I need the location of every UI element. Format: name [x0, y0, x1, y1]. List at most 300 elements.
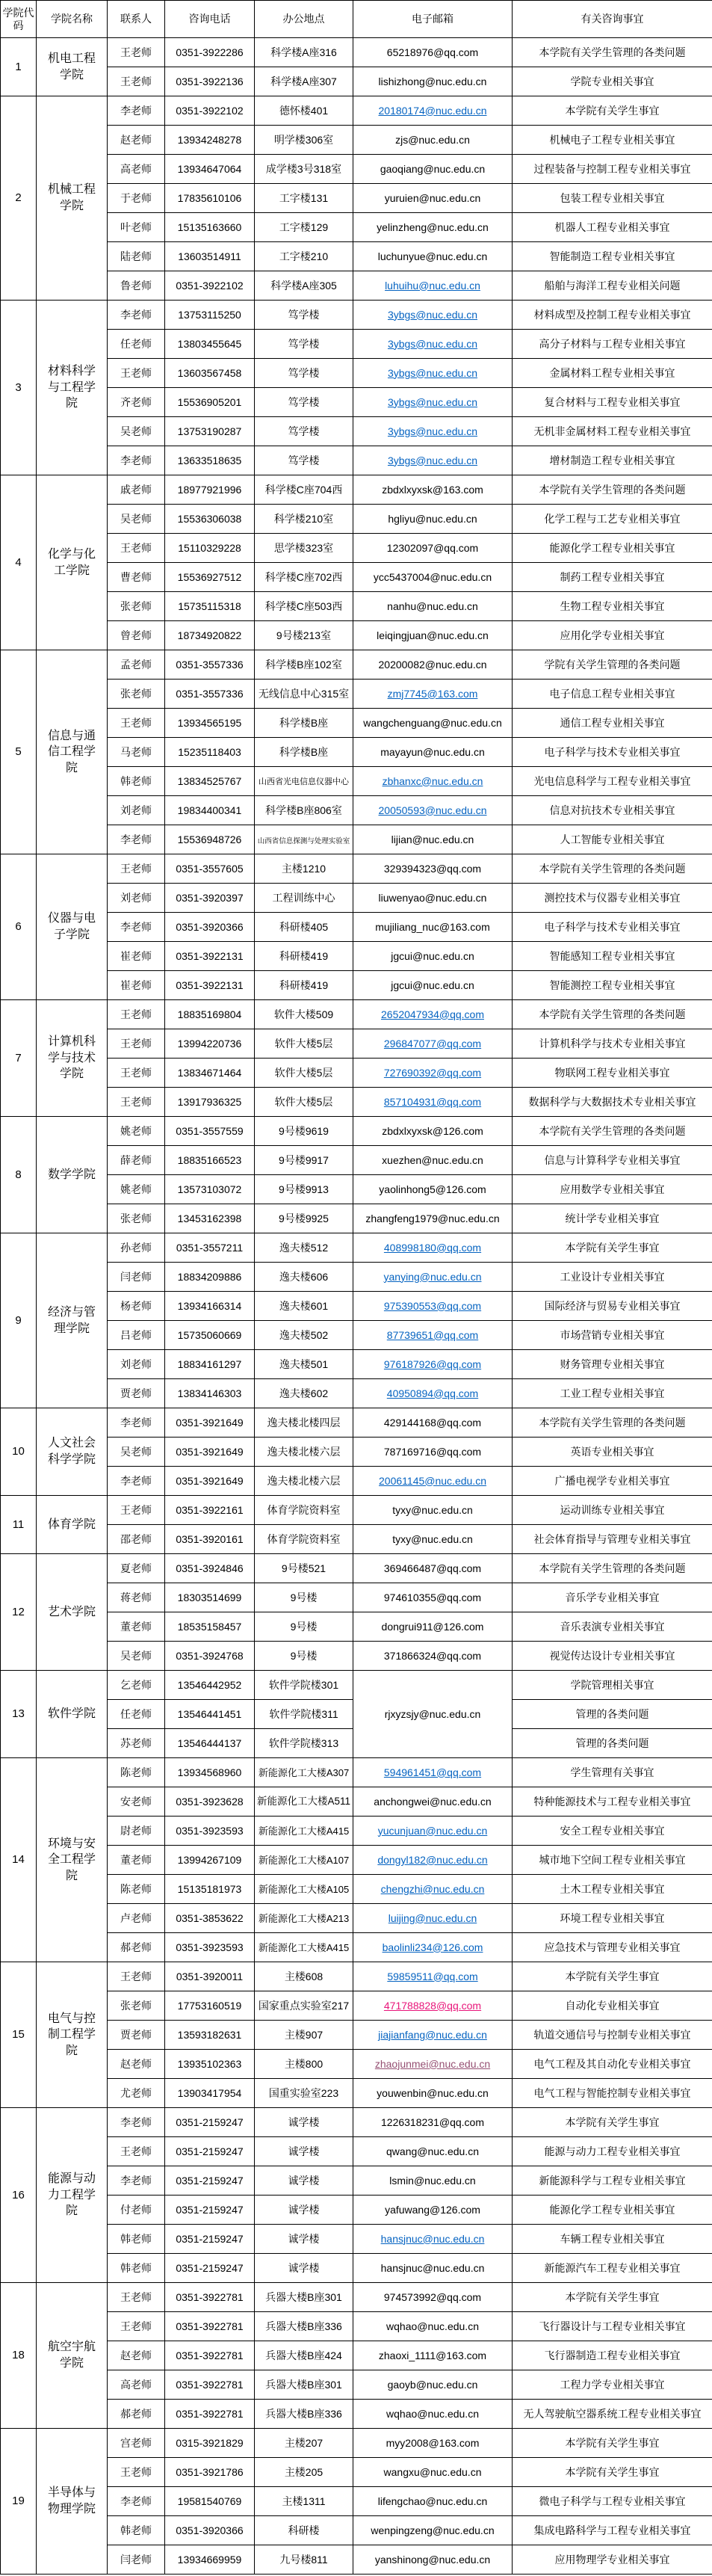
- office-location-cell: [255, 242, 353, 271]
- contact-name-cell: [108, 1933, 165, 1962]
- contact-name-cell: [108, 1204, 165, 1233]
- phone-number-cell: [165, 301, 255, 330]
- consult-matters: 能源与动力工程专业相关事宜: [544, 2145, 681, 2157]
- office-location-cell: [255, 1933, 353, 1962]
- consult-matters-cell: [513, 1233, 712, 1263]
- consult-matters-cell: [513, 271, 712, 301]
- office-location-cell: [255, 2050, 353, 2079]
- table-row: [1, 825, 712, 854]
- office-location-cell: [255, 1554, 353, 1583]
- email-link-cell: [353, 1059, 513, 1088]
- consult-matters-cell: [513, 825, 712, 854]
- email-address-cell: [353, 1642, 513, 1671]
- office-location-cell: [255, 38, 353, 67]
- email-address: wangxu@nuc.edu.cn: [383, 2465, 482, 2478]
- office-location-cell: [255, 96, 353, 126]
- consult-matters: 视觉传达设计专业相关事宜: [549, 1649, 675, 1662]
- email-address-cell: [353, 2341, 513, 2370]
- office-location: 软件大楼509: [273, 1008, 334, 1020]
- consult-matters: 信息与计算科学专业相关事宜: [544, 1153, 681, 1166]
- table-row: [1, 1379, 712, 1408]
- office-location: 9号楼521: [281, 1562, 326, 1574]
- table-row: [1, 301, 712, 330]
- consult-matters: 应急技术与管理专业相关事宜: [544, 1941, 681, 1953]
- phone-number-cell: [165, 1029, 255, 1059]
- consult-matters: 飞行器制造工程专业相关事宜: [544, 2349, 681, 2361]
- office-location-cell: [255, 271, 353, 301]
- contact-name-cell: [108, 1525, 165, 1554]
- table-row: [1, 96, 712, 126]
- table-row: [1, 738, 712, 767]
- contact-name-cell: [108, 1321, 165, 1350]
- office-location: 科学楼A座305: [270, 279, 337, 292]
- consult-matters-cell: [513, 126, 712, 155]
- phone-number: 13803455645: [177, 337, 242, 350]
- contact-name: 王老师: [120, 75, 152, 87]
- table-row: [1, 1525, 712, 1554]
- email-link[interactable]: 40950894@qq.com: [386, 1387, 479, 1399]
- phone-number: 13453162398: [177, 1212, 242, 1224]
- phone-number: 0351-3922781: [176, 2320, 244, 2332]
- email-address: zjs@nuc.edu.cn: [395, 133, 470, 146]
- contact-name: 曾老师: [120, 629, 152, 641]
- contact-name-cell: [108, 884, 165, 913]
- office-location: 九号楼811: [279, 2553, 328, 2566]
- contact-name-cell: [108, 2166, 165, 2196]
- consult-matters: 飞行器设计与工程专业相关事宜: [539, 2320, 686, 2332]
- phone-number: 0351-3922161: [176, 1503, 244, 1516]
- email-link[interactable]: 857104931@qq.com: [383, 1095, 482, 1108]
- table-row: [1, 913, 712, 942]
- phone-number: 0351-2159247: [176, 2116, 244, 2128]
- college-name: 环境与安全工程学院: [37, 1758, 108, 1962]
- contact-name-cell: [108, 2196, 165, 2225]
- contact-name: 任老师: [120, 1707, 152, 1720]
- contact-name-cell: [108, 825, 165, 854]
- phone-number: 0351-3922131: [176, 979, 244, 991]
- email-link[interactable]: 59859511@qq.com: [387, 1970, 478, 1982]
- office-location-cell: [255, 1583, 353, 1612]
- contact-name: 张老师: [120, 600, 152, 612]
- college-code: 1: [1, 38, 37, 96]
- phone-number: 13546442952: [177, 1678, 242, 1691]
- consult-matters: 工业设计专业相关事宜: [560, 1270, 665, 1283]
- table-row: [1, 1962, 712, 1991]
- phone-number: 13935102363: [177, 2057, 242, 2070]
- email-link-cell: [353, 1000, 513, 1029]
- table-row: [1, 2341, 712, 2370]
- table-row: [1, 446, 712, 475]
- contact-name: 蒋老师: [120, 1591, 152, 1603]
- consult-matters: 智能制造工程专业相关事宜: [549, 250, 675, 262]
- email-link[interactable]: yucunjuan@nuc.edu.cn: [377, 1824, 488, 1837]
- table-row: [1, 1408, 712, 1438]
- college-code: 12: [1, 1554, 37, 1671]
- office-location: 主楼907: [284, 2028, 324, 2041]
- office-location: 思学楼323室: [273, 541, 334, 554]
- contact-name: 苏老师: [120, 1737, 152, 1749]
- consult-matters-cell: [513, 1496, 712, 1525]
- consult-matters: 轨道交通信号与控制专业相关事宜: [533, 2028, 691, 2041]
- phone-number: 0351-3922781: [176, 2349, 244, 2361]
- consult-matters-cell: [513, 709, 712, 738]
- table-row: [1, 1059, 712, 1088]
- office-location: 笃学楼: [288, 454, 320, 466]
- contact-name: 韩老师: [120, 2524, 152, 2536]
- consult-matters-cell: [513, 854, 712, 884]
- consult-matters: 机械电子工程专业相关事宜: [549, 133, 675, 146]
- consult-matters: 应用物理学专业相关事宜: [554, 2553, 670, 2566]
- office-location: 兵器大楼B座301: [265, 2290, 342, 2303]
- email-link-cell: [353, 1467, 513, 1496]
- contact-name: 王老师: [120, 2465, 152, 2478]
- contact-name: 鲁老师: [120, 279, 152, 292]
- email-link[interactable]: 296847077@qq.com: [383, 1037, 482, 1050]
- office-location-cell: [255, 2545, 353, 2575]
- office-location: 逸夫楼502: [279, 1328, 329, 1341]
- consult-matters: 本学院有关学生事宜: [565, 2116, 660, 2128]
- phone-number-cell: [165, 1467, 255, 1496]
- email-link[interactable]: chengzhi@nuc.edu.cn: [380, 1882, 485, 1895]
- contact-name-cell: [108, 96, 165, 126]
- contact-name-cell: [108, 330, 165, 359]
- email-link[interactable]: 3ybgs@nuc.edu.cn: [387, 366, 478, 379]
- consult-matters-cell: [513, 621, 712, 650]
- phone-number-cell: [165, 2021, 255, 2050]
- phone-number-cell: [165, 2429, 255, 2458]
- email-address: lifengchao@nuc.edu.cn: [377, 2495, 488, 2507]
- office-location: 主楼800: [284, 2057, 324, 2070]
- phone-number: 0351-3924846: [176, 1562, 244, 1574]
- table-row: [1, 184, 712, 213]
- consult-matters-cell: [513, 1263, 712, 1292]
- email-address: luchunyue@nuc.edu.cn: [377, 250, 488, 262]
- consult-matters-cell: [513, 2312, 712, 2341]
- contact-name: 张老师: [120, 687, 152, 700]
- college-code: 8: [1, 1117, 37, 1233]
- phone-number-cell: [165, 242, 255, 271]
- consult-matters-cell: [513, 505, 712, 534]
- table-row: [1, 592, 712, 621]
- college-code: 18: [1, 2283, 37, 2429]
- contact-name: 杨老师: [120, 1299, 152, 1312]
- college-code: 10: [1, 1408, 37, 1496]
- consult-matters-cell: [513, 2166, 712, 2196]
- office-location: 笃学楼: [288, 366, 320, 379]
- phone-number: 13753190287: [177, 425, 242, 437]
- office-location-cell: [255, 301, 353, 330]
- consult-matters: 生物工程专业相关事宜: [560, 600, 665, 612]
- phone-number: 0351-3557559: [176, 1124, 244, 1137]
- email-address: liuwenyao@nuc.edu.cn: [378, 891, 487, 904]
- email-address-cell: [353, 1438, 513, 1467]
- office-location: 笃学楼: [288, 425, 320, 437]
- email-link[interactable]: dongyl182@nuc.edu.cn: [377, 1853, 488, 1866]
- office-location-cell: [255, 417, 353, 446]
- office-location-cell: [255, 1467, 353, 1496]
- email-link[interactable]: 20050593@nuc.edu.cn: [378, 804, 487, 816]
- office-location: 诚学楼: [288, 2145, 320, 2157]
- phone-number-cell: [165, 1671, 255, 1700]
- office-location-cell: [255, 1875, 353, 1904]
- contact-name-cell: [108, 709, 165, 738]
- email-address: jgcui@nuc.edu.cn: [391, 949, 474, 962]
- email-link[interactable]: 471788828@qq.com: [383, 1999, 482, 2012]
- contact-name-cell: [108, 534, 165, 563]
- consult-matters-cell: [513, 2458, 712, 2487]
- email-link[interactable]: 594961451@qq.com: [383, 1766, 482, 1778]
- email-address-cell: [353, 709, 513, 738]
- email-link-cell: [353, 1817, 513, 1846]
- consult-matters-cell: [513, 1379, 712, 1408]
- contact-name-cell: [108, 1175, 165, 1204]
- email-link[interactable]: 20061145@nuc.edu.cn: [379, 1474, 486, 1487]
- phone-number-cell: [165, 621, 255, 650]
- email-address: yuruien@nuc.edu.cn: [384, 191, 481, 204]
- phone-number: 13753115250: [178, 308, 241, 321]
- office-location-cell: [255, 1525, 353, 1554]
- phone-number: 0351-3922102: [176, 104, 244, 117]
- consult-matters: 测控技术与仪器专业相关事宜: [544, 891, 681, 904]
- email-address: anchongwei@nuc.edu.cn: [374, 1795, 492, 1808]
- phone-number: 0351-3921649: [176, 1445, 244, 1458]
- column-header-matters: 有关咨询事宜: [513, 1, 712, 38]
- contact-name: 赵老师: [120, 133, 152, 146]
- email-link-cell: [353, 1088, 513, 1117]
- contact-name: 吴老师: [120, 425, 152, 437]
- phone-number: 0351-3920011: [176, 1970, 244, 1982]
- contact-name: 张老师: [120, 1212, 152, 1224]
- consult-matters: 管理的各类问题: [575, 1737, 649, 1749]
- phone-number-cell: [165, 1583, 255, 1612]
- email-link[interactable]: 408998180@qq.com: [383, 1241, 482, 1254]
- contact-name-cell: [108, 1088, 165, 1117]
- office-location: 新能源化工大楼A511: [257, 1796, 351, 1808]
- office-location: 科学楼C座702西: [264, 570, 343, 583]
- consult-matters-cell: [513, 1933, 712, 1962]
- office-location-cell: [255, 2487, 353, 2516]
- office-location-cell: [255, 709, 353, 738]
- contact-name-cell: [108, 2225, 165, 2254]
- consult-matters: 应用化学专业相关事宜: [560, 629, 665, 641]
- office-location-cell: [255, 1758, 353, 1787]
- email-link[interactable]: 727690392@qq.com: [383, 1066, 482, 1079]
- column-header-email: 电子邮箱: [353, 1, 513, 38]
- phone-number: 0351-3922781: [176, 2290, 244, 2303]
- phone-number-cell: [165, 1554, 255, 1583]
- email-link[interactable]: jiajianfang@nuc.edu.cn: [378, 2028, 487, 2041]
- email-address-cell: [353, 2370, 513, 2400]
- header-row: [1, 1, 712, 38]
- email-link[interactable]: zmj7745@163.com: [387, 687, 478, 700]
- consult-matters-cell: [513, 2370, 712, 2400]
- email-link[interactable]: baolinli234@126.com: [382, 1941, 483, 1953]
- email-link[interactable]: 3ybgs@nuc.edu.cn: [387, 308, 478, 321]
- table-row: [1, 1787, 712, 1817]
- email-address: 369466487@qq.com: [383, 1562, 482, 1574]
- email-address: gaoqiang@nuc.edu.cn: [380, 162, 486, 175]
- contact-name: 张老师: [120, 1999, 152, 2012]
- office-location-cell: [255, 796, 353, 825]
- table-row: [1, 1612, 712, 1642]
- email-link[interactable]: 975390553@qq.com: [383, 1299, 482, 1312]
- phone-number-cell: [165, 1846, 255, 1875]
- consult-matters-cell: [513, 2341, 712, 2370]
- office-location-cell: [255, 2516, 353, 2545]
- contact-name: 宫老师: [120, 2436, 152, 2449]
- contact-name-cell: [108, 213, 165, 242]
- phone-number-cell: [165, 2079, 255, 2108]
- office-location: 科学楼B座: [279, 745, 329, 758]
- phone-number: 18834161297: [177, 1358, 242, 1370]
- email-link-cell: [353, 1029, 513, 1059]
- email-address-cell: [353, 2545, 513, 2575]
- email-address: dongrui911@126.com: [381, 1620, 484, 1633]
- phone-number: 13834146303: [177, 1387, 242, 1399]
- column-header-phone: 咨询电话: [165, 1, 255, 38]
- consult-matters: 能源化学工程专业相关事宜: [549, 541, 675, 554]
- email-link[interactable]: 20180174@nuc.edu.cn: [378, 104, 487, 117]
- phone-number: 13994220736: [177, 1037, 242, 1050]
- phone-number: 15536905201: [177, 395, 242, 408]
- college-name: 体育学院: [37, 1496, 108, 1554]
- phone-number-cell: [165, 2196, 255, 2225]
- email-address-cell: [353, 2312, 513, 2341]
- consult-matters: 安全工程专业相关事宜: [560, 1824, 665, 1837]
- contact-name-cell: [108, 388, 165, 417]
- contact-name: 付老师: [120, 2203, 152, 2216]
- contact-name: 叶老师: [120, 221, 152, 233]
- phone-number-cell: [165, 38, 255, 67]
- office-location: 软件学院楼301: [268, 1678, 339, 1691]
- consult-matters: 光电信息科学与工程专业相关事宜: [533, 774, 691, 787]
- email-address: zbdxlxyxsk@163.com: [382, 483, 483, 496]
- office-location: 主楼207: [284, 2436, 324, 2449]
- office-location-cell: [255, 1904, 353, 1933]
- email-link[interactable]: 976187926@qq.com: [383, 1358, 482, 1370]
- consult-matters: 学生管理有关事宜: [570, 1766, 654, 1778]
- table-row: [1, 2225, 712, 2254]
- phone-number: 18834209886: [177, 1270, 242, 1283]
- phone-number-cell: [165, 2458, 255, 2487]
- email-link[interactable]: 3ybgs@nuc.edu.cn: [387, 454, 478, 466]
- college-name: 能源与动力工程学院: [37, 2108, 108, 2283]
- consult-matters-cell: [513, 1321, 712, 1350]
- phone-number-cell: [165, 592, 255, 621]
- college-name: 软件学院: [37, 1671, 108, 1758]
- phone-number-cell: [165, 1758, 255, 1787]
- consult-matters: 增材制造工程专业相关事宜: [549, 454, 675, 466]
- phone-number-cell: [165, 942, 255, 971]
- office-location: 兵器大楼B座336: [265, 2320, 342, 2332]
- email-link[interactable]: zbhanxc@nuc.edu.cn: [382, 774, 483, 787]
- contact-name: 吴老师: [120, 1445, 152, 1458]
- email-link[interactable]: 3ybgs@nuc.edu.cn: [387, 337, 478, 350]
- office-location-cell: [255, 680, 353, 709]
- table-row: [1, 2458, 712, 2487]
- consult-matters: 车辆工程专业相关事宜: [560, 2232, 665, 2245]
- email-link-cell: [353, 1350, 513, 1379]
- table-row: [1, 971, 712, 1000]
- email-link[interactable]: luhuihu@nuc.edu.cn: [385, 279, 480, 292]
- office-location-cell: [255, 155, 353, 184]
- email-address: tyxy@nuc.edu.cn: [392, 1503, 473, 1516]
- office-location: 科学楼C座503西: [264, 600, 343, 612]
- email-link[interactable]: 87739651@qq.com: [386, 1328, 479, 1341]
- consult-matters-cell: [513, 1408, 712, 1438]
- table-row: [1, 2166, 712, 2196]
- consult-matters: 制药工程专业相关事宜: [560, 570, 665, 583]
- phone-number: 0351-3924768: [176, 1649, 244, 1662]
- phone-number-cell: [165, 1904, 255, 1933]
- phone-number-cell: [165, 359, 255, 388]
- consult-matters-cell: [513, 971, 712, 1000]
- table-row: [1, 854, 712, 884]
- office-location: 诚学楼: [288, 2116, 320, 2128]
- email-link[interactable]: 3ybgs@nuc.edu.cn: [387, 425, 478, 437]
- email-link[interactable]: hansjnuc@nuc.edu.cn: [380, 2232, 485, 2245]
- email-link[interactable]: 3ybgs@nuc.edu.cn: [387, 395, 478, 408]
- contact-name-cell: [108, 1496, 165, 1525]
- contact-name: 王老师: [120, 2290, 152, 2303]
- consult-matters-cell: [513, 213, 712, 242]
- contact-name-cell: [108, 1875, 165, 1904]
- phone-number-cell: [165, 1933, 255, 1962]
- email-link[interactable]: yanying@nuc.edu.cn: [383, 1270, 482, 1283]
- email-address: 787169716@qq.com: [383, 1445, 482, 1458]
- office-location-cell: [255, 2225, 353, 2254]
- phone-number: 19834400341: [177, 804, 242, 816]
- table-row: [1, 359, 712, 388]
- table-row: [1, 1933, 712, 1962]
- table-row: [1, 1758, 712, 1787]
- office-location-cell: [255, 2166, 353, 2196]
- contact-name: 刘老师: [120, 804, 152, 816]
- phone-number: 0351-3557605: [176, 862, 244, 875]
- consult-matters: 计算机科学与技术专业相关事宜: [539, 1037, 686, 1050]
- phone-number: 18734920822: [177, 629, 242, 641]
- contact-name-cell: [108, 1700, 165, 1729]
- contact-name: 李老师: [120, 920, 152, 933]
- phone-number-cell: [165, 1350, 255, 1379]
- consult-matters: 本学院有关学生管理的各类问题: [539, 46, 686, 58]
- phone-number: 0351-3920397: [176, 891, 244, 904]
- consult-matters: 音乐表演专业相关事宜: [560, 1620, 665, 1633]
- phone-number-cell: [165, 971, 255, 1000]
- phone-number-cell: [165, 2516, 255, 2545]
- contact-name: 李老师: [120, 454, 152, 466]
- email-link[interactable]: 2652047934@qq.com: [381, 1008, 484, 1020]
- table-row: [1, 67, 712, 96]
- office-location-cell: [255, 1671, 353, 1700]
- email-address: yelinzheng@nuc.edu.cn: [377, 221, 489, 233]
- contact-name: 薛老师: [120, 1153, 152, 1166]
- email-link[interactable]: zhaojunmei@nuc.edu.cn: [374, 2057, 491, 2070]
- email-address: mujiliang_nuc@163.com: [375, 920, 490, 933]
- consult-matters-cell: [513, 592, 712, 621]
- table-row: [1, 680, 712, 709]
- consult-matters-cell: [513, 155, 712, 184]
- column-header-code: 学院代码: [1, 1, 37, 38]
- email-link-cell: [353, 796, 513, 825]
- email-link-cell: [353, 1758, 513, 1787]
- email-link[interactable]: luijing@nuc.edu.cn: [388, 1911, 477, 1924]
- office-location-cell: [255, 213, 353, 242]
- office-location: 9号楼9913: [279, 1183, 329, 1195]
- contact-name-cell: [108, 359, 165, 388]
- consult-matters: 电气工程与智能控制专业相关事宜: [533, 2086, 691, 2099]
- contact-name-cell: [108, 621, 165, 650]
